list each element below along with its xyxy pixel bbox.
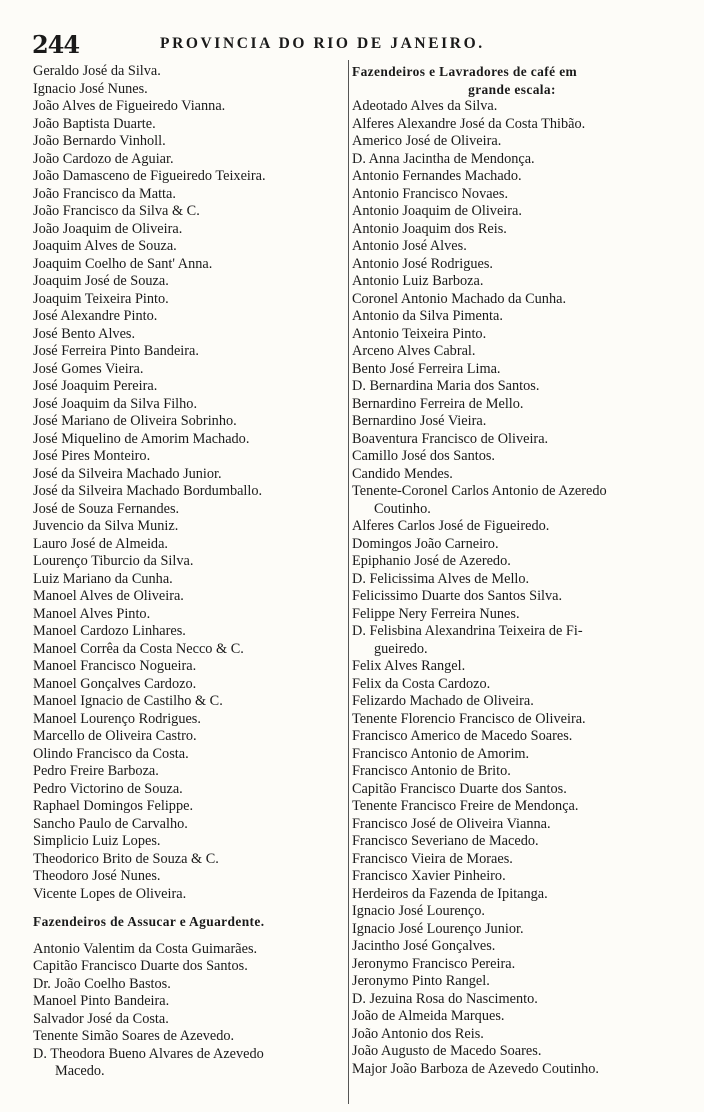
- list-item: Boaventura Francisco de Oliveira.: [352, 430, 549, 447]
- name-list: [33, 63, 345, 903]
- section-heading-coffee-line2: grande escala:: [468, 81, 556, 97]
- list-item: Manoel Ignacio de Castilho & C.: [33, 693, 223, 709]
- list-item: Candido Mendes.: [352, 465, 453, 482]
- spacer: [33, 903, 345, 913]
- list-item-continuation: Coutinho.: [374, 500, 431, 517]
- list-item: Jeronymo Francisco Pereira.: [352, 955, 516, 972]
- list-item: Antonio da Silva Pimenta.: [352, 308, 503, 324]
- list-item: José Ferreira Pinto Bandeira.: [33, 343, 199, 359]
- list-item: Felix da Costa Cardozo.: [352, 675, 491, 692]
- list-item: Epiphanio José de Azeredo.: [352, 553, 511, 569]
- name-list: [352, 518, 672, 623]
- list-item: João Alves de Figueiredo Vianna.: [33, 98, 226, 114]
- section-heading-sugar: Fazendeiros de Assucar e Aguardente.: [33, 914, 265, 929]
- list-item: Francisco Americo de Macedo Soares.: [352, 728, 573, 744]
- list-item: Sancho Paulo de Carvalho.: [33, 815, 188, 832]
- list-item: Manoel Pinto Bandeira.: [33, 993, 170, 1009]
- section-heading-coffee: Fazendeiros e Lavradores de café em: [352, 64, 578, 79]
- list-item: José Miquelino de Amorim Machado.: [33, 430, 250, 447]
- list-item: Arceno Alves Cabral.: [352, 343, 476, 359]
- list-item: D. Felicissima Alves de Mello.: [352, 570, 530, 587]
- column-divider: [348, 60, 349, 1104]
- list-item: Manoel Francisco Nogueira.: [33, 658, 197, 674]
- list-item: Tenente-Coronel Carlos Antonio de Azeredo: [352, 483, 607, 499]
- name-list: [352, 658, 672, 1078]
- list-item: Antonio Valentim da Costa Guimarães.: [33, 940, 258, 957]
- list-item: Francisco Xavier Pinheiro.: [352, 868, 506, 884]
- list-item: Lauro José de Almeida.: [33, 535, 168, 552]
- list-item: Geraldo José da Silva.: [33, 63, 161, 79]
- list-item: D. Theodora Bueno Alvares de Azevedo: [33, 1045, 264, 1062]
- list-item: Ignacio José Nunes.: [33, 80, 148, 97]
- list-item: Vicente Lopes de Oliveira.: [33, 885, 187, 902]
- list-item: Antonio Joaquim de Oliveira.: [352, 203, 522, 219]
- list-item: João Joaquim de Oliveira.: [33, 220, 183, 237]
- list-item: Pedro Freire Barboza.: [33, 763, 159, 779]
- list-item-continuation: Macedo.: [55, 1063, 105, 1079]
- list-item: José da Silveira Machado Junior.: [33, 465, 222, 482]
- list-item: Theodorico Brito de Souza & C.: [33, 850, 219, 867]
- list-item: Manoel Gonçalves Cardozo.: [33, 675, 197, 692]
- list-item: Antonio Fernandes Machado.: [352, 168, 522, 184]
- list-item: Francisco José de Oliveira Vianna.: [352, 815, 551, 832]
- list-item: Antonio Francisco Novaes.: [352, 185, 509, 202]
- list-item: Joaquim Coelho de Sant' Anna.: [33, 255, 213, 272]
- list-item: Felix Alves Rangel.: [352, 658, 466, 674]
- list-item: Tenente Florencio Francisco de Oliveira.: [352, 710, 586, 727]
- list-item: Francisco Vieira de Moraes.: [352, 850, 513, 867]
- list-item: Major João Barboza de Azevedo Coutinho.: [352, 1060, 599, 1077]
- list-item: Antonio Luiz Barboza.: [352, 273, 484, 289]
- list-item: Manoel Alves Pinto.: [33, 605, 151, 622]
- list-item: Bernardino Ferreira de Mello.: [352, 395, 524, 412]
- list-item: João Francisco da Silva & C.: [33, 203, 200, 219]
- list-item: Capitão Francisco Duarte dos Santos.: [33, 958, 248, 974]
- list-item: José de Souza Fernandes.: [33, 500, 180, 517]
- name-list: [352, 98, 672, 483]
- list-item: José Alexandre Pinto.: [33, 308, 158, 324]
- list-item: João Bernardo Vinholl.: [33, 133, 166, 149]
- page-title: PROVINCIA DO RIO DE JANEIRO.: [160, 35, 485, 52]
- page-number: 244: [32, 30, 80, 59]
- list-item: Adeotado Alves da Silva.: [352, 98, 498, 114]
- list-item: Luiz Mariano da Cunha.: [33, 570, 173, 587]
- list-item: João de Almeida Marques.: [352, 1008, 505, 1024]
- list-item: Manoel Lourenço Rodrigues.: [33, 710, 201, 727]
- list-item: Jeronymo Pinto Rangel.: [352, 973, 490, 989]
- list-item-continuation: gueiredo.: [374, 640, 428, 657]
- name-list: [33, 941, 345, 1046]
- list-item: Felicissimo Duarte dos Santos Silva.: [352, 588, 563, 604]
- list-item: João Augusto de Macedo Soares.: [352, 1043, 542, 1059]
- list-item: Herdeiros da Fazenda de Ipitanga.: [352, 885, 548, 902]
- list-item: Simplicio Luiz Lopes.: [33, 833, 161, 849]
- list-item: Bernardino José Vieira.: [352, 413, 487, 429]
- list-item: João Antonio dos Reis.: [352, 1025, 484, 1042]
- list-item: Manoel Corrêa da Costa Necco & C.: [33, 640, 244, 657]
- list-item: Antonio Teixeira Pinto.: [352, 325, 487, 342]
- list-item: Antonio Joaquim dos Reis.: [352, 220, 507, 237]
- list-item: Francisco Severiano de Macedo.: [352, 833, 539, 849]
- list-item: João Damasceno de Figueiredo Teixeira.: [33, 168, 266, 184]
- right-column: [352, 63, 672, 1078]
- list-item: Jacintho José Gonçalves.: [352, 938, 496, 954]
- list-item: Ignacio José Lourenço Junior.: [352, 920, 524, 937]
- list-item: João Baptista Duarte.: [33, 115, 156, 132]
- list-item: Joaquim Alves de Souza.: [33, 238, 177, 254]
- list-item: Salvador José da Costa.: [33, 1010, 169, 1027]
- list-item: Joaquim José de Souza.: [33, 273, 169, 289]
- list-item: José Pires Monteiro.: [33, 448, 151, 464]
- list-item: Raphael Domingos Felippe.: [33, 798, 194, 814]
- list-item: Antonio José Rodrigues.: [352, 255, 493, 272]
- list-item: D. Anna Jacintha de Mendonça.: [352, 150, 535, 167]
- list-item: Capitão Francisco Duarte dos Santos.: [352, 780, 567, 797]
- list-item: João Francisco da Matta.: [33, 185, 176, 202]
- list-item: Theodoro José Nunes.: [33, 868, 161, 884]
- list-item: João Cardozo de Aguiar.: [33, 150, 174, 167]
- list-item: Manoel Alves de Oliveira.: [33, 588, 184, 604]
- list-item: Dr. João Coelho Bastos.: [33, 975, 171, 992]
- list-item: José Joaquim Pereira.: [33, 378, 158, 394]
- list-item: Tenente Simão Soares de Azevedo.: [33, 1028, 235, 1044]
- list-item: Ignacio José Lourenço.: [352, 903, 485, 919]
- list-item: Bento José Ferreira Lima.: [352, 360, 501, 377]
- list-item: Alferes Alexandre José da Costa Thibão.: [352, 115, 586, 132]
- list-item: José Mariano de Oliveira Sobrinho.: [33, 413, 237, 429]
- list-item: D. Bernardina Maria dos Santos.: [352, 378, 540, 394]
- left-column: [33, 63, 345, 1081]
- list-item: José Gomes Vieira.: [33, 360, 144, 377]
- list-item: Marcello de Oliveira Castro.: [33, 728, 197, 744]
- list-item: José Bento Alves.: [33, 325, 136, 342]
- spacer: [33, 931, 345, 941]
- list-item: Juvencio da Silva Muniz.: [33, 518, 179, 534]
- list-item: Francisco Antonio de Amorim.: [352, 745, 530, 762]
- list-item: Manoel Cardozo Linhares.: [33, 623, 186, 639]
- list-item: Domingos João Carneiro.: [352, 535, 499, 552]
- list-item: Antonio José Alves.: [352, 238, 467, 254]
- list-item: José da Silveira Machado Bordumballo.: [33, 483, 263, 499]
- list-item: Coronel Antonio Machado da Cunha.: [352, 290, 567, 307]
- list-item: Felippe Nery Ferreira Nunes.: [352, 605, 520, 622]
- list-item: Camillo José dos Santos.: [352, 448, 495, 464]
- list-item: Lourenço Tiburcio da Silva.: [33, 553, 194, 569]
- list-item: D. Felisbina Alexandrina Teixeira de Fi-: [352, 623, 583, 639]
- list-item: Felizardo Machado de Oliveira.: [352, 693, 534, 709]
- list-item: D. Jezuina Rosa do Nascimento.: [352, 990, 538, 1007]
- page-header: [32, 30, 680, 58]
- list-item: Joaquim Teixeira Pinto.: [33, 290, 169, 307]
- list-item: José Joaquim da Silva Filho.: [33, 395, 198, 412]
- list-item: Americo José de Oliveira.: [352, 133, 502, 149]
- list-item: Pedro Victorino de Souza.: [33, 780, 183, 797]
- list-item: Francisco Antonio de Brito.: [352, 763, 511, 779]
- list-item: Alferes Carlos José de Figueiredo.: [352, 518, 550, 534]
- list-item: Tenente Francisco Freire de Mendonça.: [352, 798, 579, 814]
- list-item: Olindo Francisco da Costa.: [33, 745, 189, 762]
